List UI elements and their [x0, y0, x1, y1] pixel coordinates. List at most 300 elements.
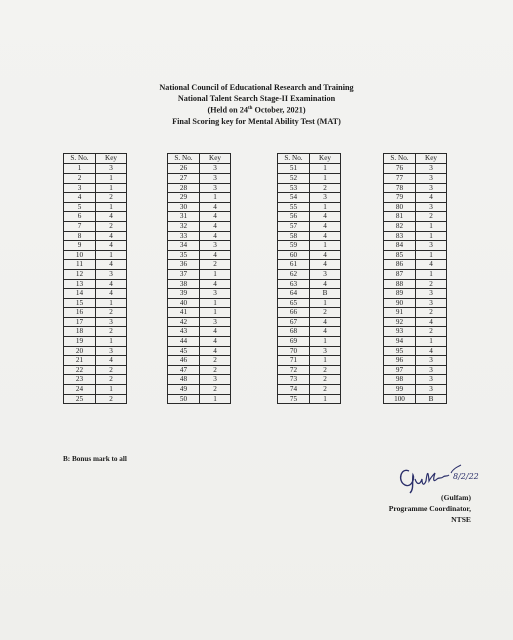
question-number: 99: [384, 385, 416, 395]
question-number: 26: [168, 164, 200, 174]
question-number: 17: [64, 317, 96, 327]
table-row: [64, 269, 127, 279]
table-row: [278, 279, 341, 289]
answer-key: 4: [416, 260, 447, 270]
answer-key: 3: [200, 183, 231, 193]
answer-key: 4: [96, 356, 127, 366]
table-row: [64, 250, 127, 260]
table-row: [168, 298, 231, 308]
question-number: 27: [168, 173, 200, 183]
table-row: [64, 241, 127, 251]
table-row: [278, 193, 341, 203]
question-number: 76: [384, 164, 416, 174]
table-row: [384, 356, 447, 366]
table-row: [64, 260, 127, 270]
question-number: 78: [384, 183, 416, 193]
table-row: [278, 308, 341, 318]
table-row: [64, 279, 127, 289]
table-row: [64, 212, 127, 222]
table-row: [278, 212, 341, 222]
answer-key: 4: [96, 212, 127, 222]
table-row: [278, 327, 341, 337]
answer-key: 2: [416, 279, 447, 289]
question-number: 56: [278, 212, 310, 222]
table-row: [384, 260, 447, 270]
table-header-row: [168, 154, 231, 164]
answer-key: 3: [416, 289, 447, 299]
table-row: [168, 385, 231, 395]
table-row: [168, 202, 231, 212]
question-number: 65: [278, 298, 310, 308]
table-row: [64, 221, 127, 231]
answer-key-table: [277, 153, 341, 404]
answer-key: 3: [200, 173, 231, 183]
answer-key: 1: [310, 298, 341, 308]
table-header-row: [278, 154, 341, 164]
table-row: [168, 260, 231, 270]
question-number: 37: [168, 269, 200, 279]
answer-key: 3: [416, 375, 447, 385]
question-number: 48: [168, 375, 200, 385]
answer-key: 1: [310, 241, 341, 251]
question-number: 32: [168, 221, 200, 231]
question-number: 88: [384, 279, 416, 289]
question-number: 92: [384, 317, 416, 327]
answer-key: 2: [200, 365, 231, 375]
table-row: [384, 221, 447, 231]
answer-key: 1: [96, 250, 127, 260]
question-number: 68: [278, 327, 310, 337]
question-number: 15: [64, 298, 96, 308]
answer-key: 2: [96, 221, 127, 231]
answer-key: 2: [416, 308, 447, 318]
question-number: 13: [64, 279, 96, 289]
table-row: [168, 269, 231, 279]
answer-key: 4: [310, 212, 341, 222]
question-number: 66: [278, 308, 310, 318]
header-org: National Council of Educational Research and Training: [159, 83, 354, 92]
table-row: [168, 279, 231, 289]
answer-key: 3: [416, 164, 447, 174]
column-header-key: Key: [96, 154, 127, 164]
table-row: [168, 250, 231, 260]
question-number: 29: [168, 193, 200, 203]
answer-key: 4: [416, 193, 447, 203]
table-row: [278, 260, 341, 270]
answer-key: 2: [416, 212, 447, 222]
question-number: 20: [64, 346, 96, 356]
question-number: 42: [168, 317, 200, 327]
answer-key: 1: [416, 221, 447, 231]
table-row: [64, 385, 127, 395]
question-number: 41: [168, 308, 200, 318]
table-row: [64, 308, 127, 318]
answer-key: 1: [96, 298, 127, 308]
answer-key: 2: [310, 183, 341, 193]
question-number: 4: [64, 193, 96, 203]
signature-block: [389, 492, 471, 525]
question-number: 98: [384, 375, 416, 385]
question-number: 69: [278, 337, 310, 347]
question-number: 19: [64, 337, 96, 347]
table-row: [278, 250, 341, 260]
table-row: [278, 298, 341, 308]
answer-key: 1: [310, 173, 341, 183]
question-number: 67: [278, 317, 310, 327]
answer-key: 2: [96, 308, 127, 318]
table-row: [64, 289, 127, 299]
question-number: 30: [168, 202, 200, 212]
signatory-org: NTSE: [451, 515, 471, 524]
answer-key: 4: [200, 337, 231, 347]
question-number: 25: [64, 394, 96, 404]
answer-key: 3: [310, 193, 341, 203]
table-row: [168, 231, 231, 241]
answer-key: B: [416, 394, 447, 404]
answer-key: 3: [200, 241, 231, 251]
table-row: [168, 241, 231, 251]
answer-key: 3: [200, 289, 231, 299]
answer-key: 3: [96, 164, 127, 174]
table-row: [384, 317, 447, 327]
answer-key: 4: [416, 317, 447, 327]
question-number: 34: [168, 241, 200, 251]
question-number: 45: [168, 346, 200, 356]
answer-key: 3: [416, 356, 447, 366]
answer-key: 4: [200, 202, 231, 212]
answer-key: 3: [416, 202, 447, 212]
answer-key: 2: [200, 260, 231, 270]
table-row: [168, 308, 231, 318]
answer-key: 3: [96, 269, 127, 279]
answer-key: 2: [310, 365, 341, 375]
answer-key: 3: [96, 346, 127, 356]
table-row: [168, 193, 231, 203]
answer-key: 2: [96, 193, 127, 203]
header-date: (Held on 24th October, 2021): [207, 105, 306, 115]
answer-key: 1: [96, 385, 127, 395]
question-number: 91: [384, 308, 416, 318]
question-number: 47: [168, 365, 200, 375]
answer-key: 4: [96, 279, 127, 289]
answer-key: 2: [96, 394, 127, 404]
table-row: [64, 365, 127, 375]
question-number: 52: [278, 173, 310, 183]
table-row: [64, 193, 127, 203]
answer-key: 3: [200, 317, 231, 327]
table-row: [278, 337, 341, 347]
answer-key: 1: [200, 193, 231, 203]
answer-key: 1: [200, 394, 231, 404]
answer-key: 4: [200, 221, 231, 231]
answer-key: 1: [200, 269, 231, 279]
table-row: [64, 327, 127, 337]
question-number: 89: [384, 289, 416, 299]
answer-key: 2: [310, 385, 341, 395]
question-number: 51: [278, 164, 310, 174]
table-row: [278, 375, 341, 385]
table-row: [64, 394, 127, 404]
question-number: 60: [278, 250, 310, 260]
table-row: [384, 394, 447, 404]
document-header: [0, 83, 513, 127]
question-number: 81: [384, 212, 416, 222]
question-number: 50: [168, 394, 200, 404]
question-number: 70: [278, 346, 310, 356]
question-number: 83: [384, 231, 416, 241]
table-row: [384, 212, 447, 222]
question-number: 49: [168, 385, 200, 395]
table-row: [384, 241, 447, 251]
question-number: 12: [64, 269, 96, 279]
answer-key: 2: [200, 385, 231, 395]
answer-key: 4: [310, 279, 341, 289]
table-row: [384, 202, 447, 212]
table-row: [64, 337, 127, 347]
question-number: 87: [384, 269, 416, 279]
table-row: [168, 183, 231, 193]
table-row: [384, 385, 447, 395]
column-header-sno: S. No.: [64, 154, 96, 164]
answer-key: 3: [416, 385, 447, 395]
table-row: [168, 337, 231, 347]
question-number: 7: [64, 221, 96, 231]
question-number: 8: [64, 231, 96, 241]
answer-key: 3: [200, 164, 231, 174]
question-number: 94: [384, 337, 416, 347]
question-number: 1: [64, 164, 96, 174]
answer-key: 1: [200, 308, 231, 318]
table-row: [64, 298, 127, 308]
column-header-key: Key: [200, 154, 231, 164]
table-row: [168, 346, 231, 356]
answer-key-table: [167, 153, 231, 404]
answer-key: 4: [200, 279, 231, 289]
column-header-sno: S. No.: [384, 154, 416, 164]
table-row: [168, 394, 231, 404]
table-row: [384, 308, 447, 318]
answer-key: 4: [310, 327, 341, 337]
answer-key: 1: [416, 231, 447, 241]
table-row: [384, 231, 447, 241]
column-header-sno: S. No.: [168, 154, 200, 164]
question-number: 72: [278, 365, 310, 375]
answer-key: 4: [96, 231, 127, 241]
question-number: 40: [168, 298, 200, 308]
table-row: [384, 337, 447, 347]
answer-key: 4: [310, 231, 341, 241]
answer-key: 3: [416, 298, 447, 308]
question-number: 6: [64, 212, 96, 222]
question-number: 53: [278, 183, 310, 193]
answer-key: 1: [310, 164, 341, 174]
table-row: [278, 385, 341, 395]
answer-key: 4: [416, 346, 447, 356]
answer-key: 4: [200, 212, 231, 222]
question-number: 10: [64, 250, 96, 260]
question-number: 84: [384, 241, 416, 251]
question-number: 31: [168, 212, 200, 222]
answer-key: 4: [96, 260, 127, 270]
question-number: 21: [64, 356, 96, 366]
table-row: [168, 317, 231, 327]
answer-key-table: [383, 153, 447, 404]
table-row: [278, 241, 341, 251]
table-row: [168, 375, 231, 385]
answer-key-table: [63, 153, 127, 404]
bonus-note: B: Bonus mark to all: [63, 455, 127, 463]
answer-key: 2: [96, 375, 127, 385]
question-number: 16: [64, 308, 96, 318]
table-row: [168, 173, 231, 183]
answer-key: 1: [416, 250, 447, 260]
answer-key: 1: [96, 202, 127, 212]
answer-key: 1: [96, 173, 127, 183]
question-number: 73: [278, 375, 310, 385]
header-title: Final Scoring key for Mental Ability Test (MAT): [172, 116, 341, 126]
answer-key: 1: [310, 337, 341, 347]
question-number: 97: [384, 365, 416, 375]
question-number: 82: [384, 221, 416, 231]
answer-key: 1: [416, 269, 447, 279]
table-row: [278, 183, 341, 193]
question-number: 79: [384, 193, 416, 203]
answer-key: 3: [310, 269, 341, 279]
question-number: 35: [168, 250, 200, 260]
answer-key: 1: [310, 202, 341, 212]
signatory-title: Programme Coordinator,: [388, 504, 471, 513]
answer-key: 4: [96, 241, 127, 251]
svg-text:8/2/22: 8/2/22: [453, 472, 479, 481]
question-number: 23: [64, 375, 96, 385]
table-row: [168, 365, 231, 375]
table-row: [384, 193, 447, 203]
answer-key: 4: [310, 317, 341, 327]
question-number: 22: [64, 365, 96, 375]
question-number: 80: [384, 202, 416, 212]
table-row: [278, 221, 341, 231]
answer-key: 4: [200, 346, 231, 356]
question-number: 74: [278, 385, 310, 395]
table-row: [384, 279, 447, 289]
question-number: 64: [278, 289, 310, 299]
table-row: [384, 164, 447, 174]
table-row: [64, 317, 127, 327]
question-number: 55: [278, 202, 310, 212]
question-number: 24: [64, 385, 96, 395]
table-row: [278, 289, 341, 299]
answer-key: 1: [310, 394, 341, 404]
question-number: 38: [168, 279, 200, 289]
answer-key: 3: [416, 183, 447, 193]
table-row: [384, 250, 447, 260]
answer-key: 2: [96, 327, 127, 337]
question-number: 100: [384, 394, 416, 404]
question-number: 14: [64, 289, 96, 299]
answer-key: 4: [310, 260, 341, 270]
table-row: [64, 356, 127, 366]
table-row: [384, 327, 447, 337]
table-row: [278, 346, 341, 356]
question-number: 5: [64, 202, 96, 212]
table-row: [384, 173, 447, 183]
question-number: 36: [168, 260, 200, 270]
answer-key: 1: [96, 183, 127, 193]
header-exam: National Talent Search Stage-II Examination: [177, 93, 336, 103]
table-row: [384, 183, 447, 193]
table-row: [64, 375, 127, 385]
question-number: 61: [278, 260, 310, 270]
answer-key: B: [310, 289, 341, 299]
signatory-name: (Gulfam): [441, 493, 471, 502]
table-row: [384, 346, 447, 356]
column-header-key: Key: [310, 154, 341, 164]
table-row: [64, 164, 127, 174]
table-row: [168, 212, 231, 222]
answer-key: 4: [200, 250, 231, 260]
question-number: 46: [168, 356, 200, 366]
table-row: [384, 375, 447, 385]
answer-key: 3: [96, 317, 127, 327]
question-number: 2: [64, 173, 96, 183]
question-number: 3: [64, 183, 96, 193]
table-row: [278, 394, 341, 404]
table-row: [168, 356, 231, 366]
column-header-sno: S. No.: [278, 154, 310, 164]
question-number: 86: [384, 260, 416, 270]
table-row: [64, 231, 127, 241]
table-row: [278, 164, 341, 174]
question-number: 44: [168, 337, 200, 347]
question-number: 95: [384, 346, 416, 356]
question-number: 54: [278, 193, 310, 203]
question-number: 39: [168, 289, 200, 299]
table-header-row: [64, 154, 127, 164]
table-row: [278, 202, 341, 212]
question-number: 71: [278, 356, 310, 366]
question-number: 33: [168, 231, 200, 241]
table-row: [64, 202, 127, 212]
table-row: [384, 365, 447, 375]
answer-key: 4: [310, 250, 341, 260]
question-number: 43: [168, 327, 200, 337]
table-row: [278, 365, 341, 375]
question-number: 57: [278, 221, 310, 231]
question-number: 28: [168, 183, 200, 193]
answer-key: 1: [200, 298, 231, 308]
question-number: 9: [64, 241, 96, 251]
table-row: [384, 298, 447, 308]
table-header-row: [384, 154, 447, 164]
answer-key: 3: [416, 173, 447, 183]
table-row: [278, 356, 341, 366]
answer-key: 2: [310, 308, 341, 318]
question-number: 58: [278, 231, 310, 241]
question-number: 59: [278, 241, 310, 251]
table-row: [64, 183, 127, 193]
answer-key: 3: [310, 346, 341, 356]
table-row: [168, 164, 231, 174]
table-row: [168, 327, 231, 337]
table-row: [168, 221, 231, 231]
answer-key: 2: [310, 375, 341, 385]
question-number: 63: [278, 279, 310, 289]
answer-key: 2: [416, 327, 447, 337]
table-row: [384, 269, 447, 279]
signature-image: [395, 455, 495, 495]
table-row: [64, 173, 127, 183]
table-row: [64, 346, 127, 356]
